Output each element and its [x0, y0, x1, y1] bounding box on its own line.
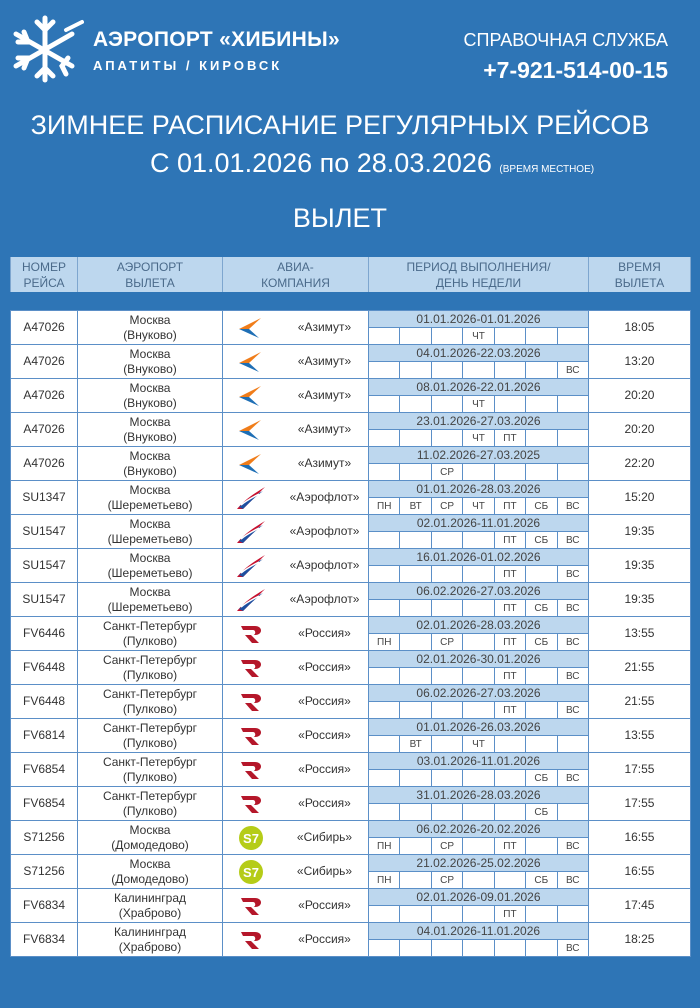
weekday-cell [463, 600, 494, 617]
weekday-cell: СР [431, 838, 462, 855]
airline: «Аэрофлот» [223, 583, 369, 617]
weekday-cell [400, 328, 431, 345]
flight-number: FV6854 [11, 787, 78, 821]
s7-logo-icon [235, 825, 267, 851]
weekday-cell: СР [431, 464, 462, 481]
departure-airport: Санкт-Петербург (Пулково) [78, 617, 223, 651]
airline: «Россия» [223, 787, 369, 821]
weekday-cell [431, 702, 462, 719]
weekday-cell: ПН [369, 634, 400, 651]
departure-airport: Калининград (Храброво) [78, 923, 223, 957]
table-header [10, 255, 691, 294]
flight-number: A47026 [11, 447, 78, 481]
flight-number: A47026 [11, 379, 78, 413]
info-service-label: СПРАВОЧНАЯ СЛУЖБА [463, 30, 668, 50]
airline: S7 «Сибирь» [223, 821, 369, 855]
table-row [11, 481, 691, 498]
departure-time: 17:55 [588, 787, 690, 821]
airline: «Азимут» [223, 447, 369, 481]
weekday-cell [494, 328, 525, 345]
period: 06.02.2026-20.02.2026 [369, 821, 589, 838]
svg-text:S7: S7 [243, 830, 259, 846]
weekday-cell [369, 702, 400, 719]
departure-airport: Москва (Шереметьево) [78, 549, 223, 583]
weekday-cell: ПТ [494, 668, 525, 685]
col-period: ПЕРИОД ВЫПОЛНЕНИЯ/ ДЕНЬ НЕДЕЛИ [369, 256, 589, 293]
weekday-cell [400, 940, 431, 957]
airline: «Россия» [223, 651, 369, 685]
table-row [11, 651, 691, 668]
weekday-cell [463, 668, 494, 685]
rossiya-logo-icon [235, 791, 267, 817]
date-range: С 01.01.2026 по 28.03.2026 [150, 148, 492, 178]
weekday-cell [463, 532, 494, 549]
weekday-cell [526, 328, 557, 345]
airline: «Россия» [223, 617, 369, 651]
departure-time: 17:55 [588, 753, 690, 787]
col-airport: АЭРОПОРТ ВЫЛЕТА [78, 256, 223, 293]
table-row [11, 753, 691, 770]
schedule-title: ЗИМНЕЕ РАСПИСАНИЕ РЕГУЛЯРНЫХ РЕЙСОВ [30, 110, 650, 140]
departure-airport: Москва (Шереметьево) [78, 515, 223, 549]
weekday-cell [463, 702, 494, 719]
departure-airport: Москва (Домодедово) [78, 821, 223, 855]
period: 23.01.2026-27.03.2026 [369, 413, 589, 430]
weekday-cell [463, 940, 494, 957]
table-row [11, 617, 691, 634]
weekday-cell: ПТ [494, 906, 525, 923]
azimut-logo-icon [235, 383, 267, 409]
weekday-cell: ВС [557, 940, 588, 957]
weekday-cell [494, 770, 525, 787]
weekday-cell [526, 668, 557, 685]
weekday-cell [369, 328, 400, 345]
weekday-cell [369, 906, 400, 923]
flight-number: FV6446 [11, 617, 78, 651]
table-row [11, 719, 691, 736]
airport-location: АПАТИТЫ / КИРОВСК [93, 58, 283, 73]
rossiya-logo-icon [235, 757, 267, 783]
weekday-cell [431, 566, 462, 583]
period: 08.01.2026-22.01.2026 [369, 379, 589, 396]
weekday-cell: ВС [557, 362, 588, 379]
weekday-cell [557, 736, 588, 753]
weekday-cell [526, 906, 557, 923]
period: 31.01.2026-28.03.2026 [369, 787, 589, 804]
airline: «Азимут» [223, 345, 369, 379]
rossiya-logo-icon [235, 621, 267, 647]
weekday-cell [400, 566, 431, 583]
weekday-cell [431, 906, 462, 923]
departure-airport: Санкт-Петербург (Пулково) [78, 685, 223, 719]
weekday-cell [526, 736, 557, 753]
period: 01.01.2026-28.03.2026 [369, 481, 589, 498]
flight-number: FV6834 [11, 923, 78, 957]
period: 01.01.2026-26.03.2026 [369, 719, 589, 736]
period: 04.01.2026-22.03.2026 [369, 345, 589, 362]
weekday-cell [526, 396, 557, 413]
weekday-cell [369, 566, 400, 583]
flight-number: A47026 [11, 413, 78, 447]
weekday-cell [526, 702, 557, 719]
schedule-table [10, 310, 691, 957]
table-row [11, 583, 691, 600]
azimut-logo-icon [235, 349, 267, 375]
weekday-cell: СР [431, 634, 462, 651]
weekday-cell [463, 838, 494, 855]
weekday-cell: ПТ [494, 430, 525, 447]
weekday-cell [400, 600, 431, 617]
weekday-cell [369, 770, 400, 787]
departure-airport: Москва (Внуково) [78, 447, 223, 481]
departure-time: 15:20 [588, 481, 690, 515]
departure-time: 22:20 [588, 447, 690, 481]
departure-time: 16:55 [588, 821, 690, 855]
weekday-cell [369, 600, 400, 617]
weekday-cell: ВС [557, 668, 588, 685]
weekday-cell [557, 804, 588, 821]
weekday-cell [400, 668, 431, 685]
weekday-cell [463, 362, 494, 379]
weekday-cell [431, 770, 462, 787]
weekday-cell [494, 464, 525, 481]
airline: «Аэрофлот» [223, 515, 369, 549]
weekday-cell: ПН [369, 838, 400, 855]
weekday-cell [369, 430, 400, 447]
col-flight: НОМЕР РЕЙСА [11, 256, 78, 293]
azimut-logo-icon [235, 417, 267, 443]
weekday-cell: СБ [526, 498, 557, 515]
period: 06.02.2026-27.03.2026 [369, 583, 589, 600]
weekday-cell [526, 566, 557, 583]
weekday-cell [526, 838, 557, 855]
departure-time: 19:35 [588, 549, 690, 583]
weekday-cell: ЧТ [463, 430, 494, 447]
weekday-cell: ВС [557, 566, 588, 583]
weekday-cell [494, 804, 525, 821]
schedule-dates [150, 148, 594, 179]
departure-airport: Москва (Шереметьево) [78, 481, 223, 515]
flight-number: SU1547 [11, 583, 78, 617]
col-airline: АВИА- КОМПАНИЯ [223, 256, 369, 293]
weekday-cell [526, 430, 557, 447]
weekday-cell: ПТ [494, 838, 525, 855]
weekday-cell: СБ [526, 600, 557, 617]
weekday-cell [494, 940, 525, 957]
weekday-cell: ПН [369, 498, 400, 515]
weekday-cell: СБ [526, 872, 557, 889]
weekday-cell [369, 464, 400, 481]
weekday-cell [494, 362, 525, 379]
weekday-cell: ВС [557, 702, 588, 719]
table-row [11, 311, 691, 328]
flight-number: SU1547 [11, 549, 78, 583]
period: 06.02.2026-27.03.2026 [369, 685, 589, 702]
departure-airport: Москва (Внуково) [78, 311, 223, 345]
weekday-cell: СБ [526, 804, 557, 821]
weekday-cell [369, 736, 400, 753]
weekday-cell [494, 872, 525, 889]
weekday-cell [463, 872, 494, 889]
weekday-cell: ПТ [494, 634, 525, 651]
departure-airport: Санкт-Петербург (Пулково) [78, 651, 223, 685]
weekday-cell: ЧТ [463, 736, 494, 753]
weekday-cell [400, 702, 431, 719]
departure-time: 17:45 [588, 889, 690, 923]
departure-airport: Санкт-Петербург (Пулково) [78, 787, 223, 821]
weekday-cell [369, 804, 400, 821]
table-row [11, 413, 691, 430]
departure-airport: Санкт-Петербург (Пулково) [78, 719, 223, 753]
departure-airport: Москва (Внуково) [78, 413, 223, 447]
weekday-cell [400, 906, 431, 923]
departure-airport: Калининград (Храброво) [78, 889, 223, 923]
weekday-cell [463, 770, 494, 787]
weekday-cell [400, 430, 431, 447]
weekday-cell [431, 940, 462, 957]
weekday-cell [369, 532, 400, 549]
weekday-cell: ВС [557, 532, 588, 549]
weekday-cell [431, 362, 462, 379]
weekday-cell [431, 430, 462, 447]
weekday-cell: ВС [557, 600, 588, 617]
table-row [11, 787, 691, 804]
weekday-cell [369, 940, 400, 957]
weekday-cell [431, 668, 462, 685]
weekday-cell [526, 464, 557, 481]
weekday-cell: ВС [557, 872, 588, 889]
weekday-cell [369, 362, 400, 379]
azimut-logo-icon [235, 451, 267, 477]
period: 02.01.2026-30.01.2026 [369, 651, 589, 668]
weekday-cell: ПН [369, 872, 400, 889]
departure-time: 20:20 [588, 379, 690, 413]
weekday-cell [400, 634, 431, 651]
departure-time: 13:55 [588, 617, 690, 651]
table-row [11, 379, 691, 396]
section-title: ВЫЛЕТ [292, 203, 388, 233]
weekday-cell: ПТ [494, 702, 525, 719]
period: 02.01.2026-09.01.2026 [369, 889, 589, 906]
rossiya-logo-icon [235, 927, 267, 953]
weekday-cell [400, 362, 431, 379]
airline: «Россия» [223, 753, 369, 787]
s7-logo-icon [235, 859, 267, 885]
table-row [11, 855, 691, 872]
departure-time: 19:35 [588, 515, 690, 549]
period: 04.01.2026-11.01.2026 [369, 923, 589, 940]
rossiya-logo-icon [235, 689, 267, 715]
weekday-cell [431, 736, 462, 753]
airport-name: АЭРОПОРТ «ХИБИНЫ» [93, 28, 340, 51]
weekday-cell [557, 396, 588, 413]
aeroflot-logo-icon [235, 587, 267, 613]
airline: «Россия» [223, 685, 369, 719]
table-row [11, 923, 691, 940]
airline: «Аэрофлот» [223, 549, 369, 583]
departure-airport: Москва (Домодедово) [78, 855, 223, 889]
weekday-cell [400, 872, 431, 889]
svg-text:S7: S7 [243, 864, 259, 880]
weekday-cell [463, 634, 494, 651]
airline: «Азимут» [223, 311, 369, 345]
period: 03.01.2026-11.01.2026 [369, 753, 589, 770]
weekday-cell [526, 362, 557, 379]
weekday-cell: ПТ [494, 600, 525, 617]
weekday-cell: ПТ [494, 566, 525, 583]
departure-time: 13:55 [588, 719, 690, 753]
time-note: (ВРЕМЯ МЕСТНОЕ) [499, 164, 595, 175]
airline: «Аэрофлот» [223, 481, 369, 515]
azimut-logo-icon [235, 315, 267, 341]
departure-time: 20:20 [588, 413, 690, 447]
rossiya-logo-icon [235, 893, 267, 919]
airline: «Азимут» [223, 413, 369, 447]
weekday-cell [431, 532, 462, 549]
table-row [11, 515, 691, 532]
table-row [11, 345, 691, 362]
snowflake-plane-logo-icon [10, 14, 84, 84]
weekday-cell [400, 532, 431, 549]
departure-airport: Москва (Внуково) [78, 345, 223, 379]
weekday-cell [400, 804, 431, 821]
weekday-cell [431, 328, 462, 345]
table-row [11, 889, 691, 906]
aeroflot-logo-icon [235, 485, 267, 511]
weekday-cell: ЧТ [463, 396, 494, 413]
airline: S7 «Сибирь» [223, 855, 369, 889]
flight-number: A47026 [11, 345, 78, 379]
flight-number: FV6834 [11, 889, 78, 923]
weekday-cell [494, 736, 525, 753]
airline: «Россия» [223, 889, 369, 923]
weekday-cell [463, 906, 494, 923]
weekday-cell: СБ [526, 634, 557, 651]
departure-airport: Москва (Шереметьево) [78, 583, 223, 617]
weekday-cell [369, 396, 400, 413]
weekday-cell: СР [431, 872, 462, 889]
table-row [11, 447, 691, 464]
weekday-cell [400, 464, 431, 481]
departure-time: 21:55 [588, 685, 690, 719]
table-row [11, 821, 691, 838]
weekday-cell [431, 804, 462, 821]
flight-number: A47026 [11, 311, 78, 345]
airline: «Азимут» [223, 379, 369, 413]
weekday-cell [400, 396, 431, 413]
airline: «Россия» [223, 923, 369, 957]
rossiya-logo-icon [235, 723, 267, 749]
flight-number: SU1547 [11, 515, 78, 549]
period: 21.02.2026-25.02.2026 [369, 855, 589, 872]
departure-time: 13:20 [588, 345, 690, 379]
weekday-cell [526, 940, 557, 957]
departure-time: 18:25 [588, 923, 690, 957]
flight-number: S71256 [11, 821, 78, 855]
weekday-cell: ПТ [494, 532, 525, 549]
departure-time: 16:55 [588, 855, 690, 889]
table-row [11, 549, 691, 566]
period: 01.01.2026-01.01.2026 [369, 311, 589, 328]
weekday-cell: ВТ [400, 736, 431, 753]
flight-number: FV6448 [11, 685, 78, 719]
departure-airport: Санкт-Петербург (Пулково) [78, 753, 223, 787]
rossiya-logo-icon [235, 655, 267, 681]
departure-time: 21:55 [588, 651, 690, 685]
table-row [11, 685, 691, 702]
departure-time: 19:35 [588, 583, 690, 617]
airline: «Россия» [223, 719, 369, 753]
flight-number: S71256 [11, 855, 78, 889]
weekday-cell: ВС [557, 634, 588, 651]
weekday-cell [463, 566, 494, 583]
weekday-cell [431, 600, 462, 617]
period: 02.01.2026-28.03.2026 [369, 617, 589, 634]
aeroflot-logo-icon [235, 553, 267, 579]
weekday-cell: ВС [557, 498, 588, 515]
flight-number: SU1347 [11, 481, 78, 515]
weekday-cell [400, 770, 431, 787]
weekday-cell [494, 396, 525, 413]
weekday-cell [557, 430, 588, 447]
aeroflot-logo-icon [235, 519, 267, 545]
flight-number: FV6814 [11, 719, 78, 753]
period: 16.01.2026-01.02.2026 [369, 549, 589, 566]
info-phone[interactable]: +7-921-514-00-15 [483, 57, 668, 83]
weekday-cell: ВТ [400, 498, 431, 515]
weekday-cell [400, 838, 431, 855]
weekday-cell [463, 464, 494, 481]
weekday-cell: СР [431, 498, 462, 515]
weekday-cell: ВС [557, 770, 588, 787]
weekday-cell: СБ [526, 770, 557, 787]
period: 02.01.2026-11.01.2026 [369, 515, 589, 532]
weekday-cell [463, 804, 494, 821]
flight-number: FV6854 [11, 753, 78, 787]
departure-airport: Москва (Внуково) [78, 379, 223, 413]
weekday-cell [431, 396, 462, 413]
period: 11.02.2026-27.03.2025 [369, 447, 589, 464]
weekday-cell [557, 328, 588, 345]
weekday-cell: ЧТ [463, 498, 494, 515]
weekday-cell: СБ [526, 532, 557, 549]
weekday-cell: ПТ [494, 498, 525, 515]
weekday-cell: ЧТ [463, 328, 494, 345]
weekday-cell [557, 464, 588, 481]
col-time: ВРЕМЯ ВЫЛЕТА [589, 256, 691, 293]
weekday-cell: ВС [557, 838, 588, 855]
weekday-cell [369, 668, 400, 685]
weekday-cell [557, 906, 588, 923]
departure-time: 18:05 [588, 311, 690, 345]
flight-number: FV6448 [11, 651, 78, 685]
